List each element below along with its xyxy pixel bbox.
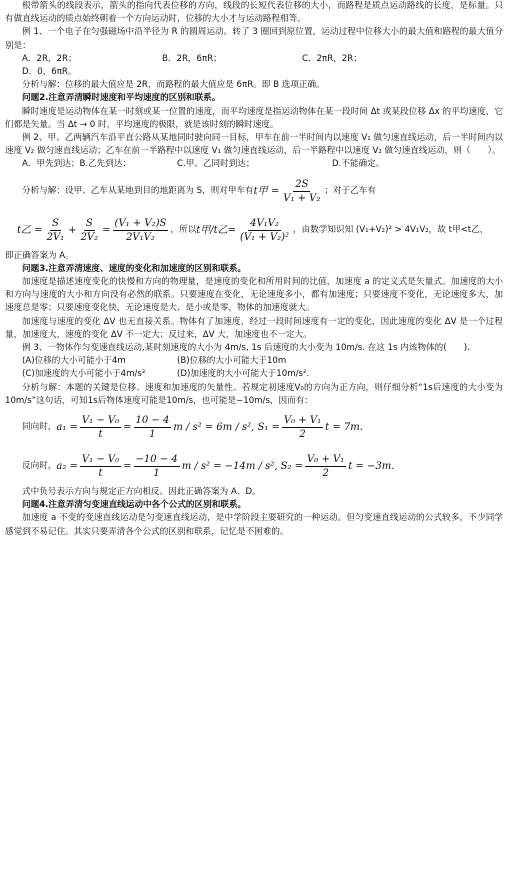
example-2-question: 例 2、甲、乙两辆汽车沿平直公路从某地同时驶向同一目标，甲车在前一半时间内以速度 V₁ 做匀速直线运动，后一半时间内以速度 V₂ 做匀速直线运动；乙车在前一半路程中以速度 V₁ 做匀速直线运动，后一半路程中以速度 V₂ 做匀速直线运动，则（ ）。 bbox=[5, 133, 503, 157]
s2-result: t = −3m. bbox=[348, 460, 395, 472]
a1-label: a₁ = bbox=[56, 421, 78, 433]
t-jia-label: t甲 = bbox=[253, 185, 280, 197]
option-a: A．2R，2R； bbox=[22, 53, 77, 64]
ratio-label: t甲/t乙 bbox=[196, 224, 228, 236]
numerator: S bbox=[85, 217, 93, 229]
equation-t-jia bbox=[254, 178, 325, 205]
example-2-answer: 即正确答案为 A。 bbox=[5, 250, 74, 261]
example-2-analysis-line bbox=[5, 178, 503, 205]
denominator: 2 bbox=[299, 429, 306, 441]
plus-sign: + bbox=[68, 224, 77, 236]
option-c: (C)加速度的大小可能小于4m/s² bbox=[22, 369, 146, 380]
denominator: (V₁ + V₂)² bbox=[240, 231, 290, 243]
option-d: D．0，6πR。 bbox=[22, 67, 77, 78]
equals-sign: = bbox=[123, 421, 132, 433]
example-3-question: 例 3、一物体作匀变速直线运动,某时刻速度的大小为 4m/s, 1s 后速度的大小变为 10m/s. 在这 1s 内该物体的( ). bbox=[22, 343, 470, 354]
equation-a2 bbox=[56, 453, 394, 480]
fraction bbox=[113, 217, 169, 244]
option-ab: A．甲先到达；B.乙先到达； bbox=[22, 159, 132, 170]
numerator: V₁ − V₀ bbox=[81, 454, 120, 466]
numerator: 2S bbox=[295, 178, 309, 190]
equals-sign: = bbox=[227, 224, 236, 236]
a2-result: m / s² = −14m / s², S₂ = bbox=[181, 460, 304, 472]
so-text: ，所以 bbox=[170, 224, 197, 235]
opposite-direction-equation bbox=[5, 453, 503, 480]
analysis-text: 分析与解：设甲、乙车从某地到目的地距离为 S，则对甲车有 bbox=[22, 185, 254, 196]
paragraph-uniform-acceleration: 加速度 a 不变的变速直线运动是匀变速直线运动，是中学阶段主要研究的一种运动。但匀变速直线运动的公式较多，不少同学感觉到不易记住。其实只要弄清各个公式的区别和联系，记忆是不困难的。 bbox=[5, 513, 503, 537]
denominator: V₁ + V₂ bbox=[283, 192, 321, 204]
denominator: t bbox=[98, 429, 103, 441]
fraction bbox=[79, 217, 101, 244]
heading-problem-2: 问题2.注意弄清瞬时速度和平均速度的区别和联系。 bbox=[22, 93, 221, 104]
equation-t-yi-line bbox=[5, 217, 503, 244]
a1-result: m / s² = 6m / s², S₁ = bbox=[173, 421, 280, 433]
s1-result: t = 7m. bbox=[325, 421, 363, 433]
numerator: V₁ − V₀ bbox=[81, 415, 120, 427]
paragraph-acceleration-b: 加速度与速度的变化 ΔV 也无直接关系。物体有了加速度，经过一段时间速度有一定的变化，因此速度的变化 ΔV 是一个过程量，加速度大，速度的变化 ΔV 不一定大；反过来，ΔV 大，加速度也不一定大。 bbox=[5, 316, 503, 340]
option-a: (A)位移的大小可能小于4m bbox=[22, 356, 126, 367]
denominator: 2 bbox=[322, 468, 329, 480]
equation-t-yi bbox=[17, 217, 170, 244]
option-d: (D)加速度的大小可能大于10m/s². bbox=[177, 369, 310, 380]
fraction bbox=[305, 453, 346, 480]
numerator: S bbox=[51, 217, 59, 229]
numerator: V₀ + V₁ bbox=[283, 415, 322, 427]
equation-a1 bbox=[56, 414, 363, 441]
denominator: 2V₂ bbox=[80, 231, 99, 243]
heading-problem-4: 问题4.注意弄清匀变速直线运动中各个公式的区别和联系。 bbox=[22, 500, 247, 511]
denominator: 2V₁ bbox=[46, 231, 65, 243]
numerator: (V₁ + V₂)S bbox=[114, 217, 167, 229]
fraction bbox=[282, 414, 323, 441]
option-b: (B)位移的大小可能大于10m bbox=[177, 356, 287, 367]
fraction bbox=[45, 217, 67, 244]
denominator: 1 bbox=[149, 429, 156, 441]
heading-problem-3: 问题3.注意弄清速度、速度的变化和加速度的区别和联系。 bbox=[22, 263, 247, 274]
fraction bbox=[80, 414, 121, 441]
fraction bbox=[134, 414, 172, 441]
a2-label: a₂ = bbox=[56, 460, 78, 472]
same-direction-label: 同向时， bbox=[22, 421, 57, 432]
option-c: C．2πR，2R； bbox=[302, 53, 362, 64]
paragraph-acceleration-a: 加速度是描述速度变化的快慢和方向的物理量，是速度的变化和所用时间的比值，加速度 a 的定义式是矢量式。加速度的大小和方向与速度的大小和方向没有必然的联系。只要速度在变化，无论速度多小，都有加速度；只要速度不变化，无论速度多大，加速度总是零；只要速度变化快，无论速度是大、是小或是零，物体的加速度就大。 bbox=[5, 277, 503, 314]
denominator: t bbox=[98, 468, 103, 480]
opposite-direction-label: 反向时， bbox=[22, 460, 57, 471]
conclusion-text: ，由数学知识知 (V₁+V₂)² > 4V₁V₂，故 t甲<t乙， bbox=[293, 224, 489, 235]
example-1-question: 例 1、一个电子在匀强磁场中沿半径为 R 的圆周运动。转了 3 圈回到原位置，运动过程中位移大小的最大值和路程的最大值分别是： bbox=[5, 27, 503, 51]
paragraph-velocity: 瞬时速度是运动物体在某一时刻或某一位置的速度，而平均速度是指运动物体在某一段时间 Δt 或某段位移 Δx 的平均速度，它们都是矢量。当 Δt → 0 时，平均速度的极限，就是该时刻的瞬时速度。 bbox=[5, 106, 503, 130]
equals-sign: = bbox=[102, 224, 111, 236]
example-3-answer: 式中负号表示方向与规定正方向相反。因此正确答案为 A、D。 bbox=[22, 487, 261, 498]
fraction bbox=[80, 453, 121, 480]
numerator: 4V₁V₂ bbox=[250, 217, 279, 229]
option-b: B．2R，6πR； bbox=[162, 53, 222, 64]
numerator: 10 − 4 bbox=[135, 415, 170, 427]
denominator: 1 bbox=[153, 468, 160, 480]
example-1-answer: 分析与解：位移的最大值应是 2R，而路程的最大值应是 6πR。即 B 选项正确。 bbox=[22, 80, 325, 91]
option-c: C.甲、乙同时到达； bbox=[177, 159, 255, 170]
option-d: D.不能确定。 bbox=[332, 159, 385, 170]
equals-sign: = bbox=[123, 460, 132, 472]
analysis-text-post: ；对于乙车有 bbox=[324, 185, 376, 196]
numerator: −10 − 4 bbox=[135, 454, 178, 466]
example-3-analysis: 分析与解：本题的关键是位移、速度和加速度的矢量性。若规定初速度V₀的方向为正方向，则仔细分析“1s后速度的大小变为10m/s”这句话，可知1s后物体速度可能是10m/s，也可能是−10m/s，因而有： bbox=[5, 382, 503, 406]
fraction bbox=[281, 178, 322, 205]
example-3-options bbox=[5, 355, 503, 381]
denominator: 2V₁V₂ bbox=[126, 231, 155, 243]
numerator: V₀ + V₁ bbox=[307, 454, 345, 466]
example-1-options bbox=[5, 53, 503, 79]
example-2-options bbox=[5, 158, 503, 171]
fraction bbox=[134, 453, 180, 480]
t-yi-label: t乙 = bbox=[17, 224, 43, 236]
same-direction-equation bbox=[5, 414, 503, 441]
fraction bbox=[238, 217, 291, 244]
equation-ratio bbox=[196, 217, 293, 244]
paragraph-displacement-intro: 根带箭头的线段表示，箭头的指向代表位移的方向，线段的长短代表位移的大小，而路程是质点运动路线的长度，是标量。只有做直线运动的质点始终朝着一个方向运动时，位移的大小才与运动路程相等。 bbox=[5, 1, 503, 25]
